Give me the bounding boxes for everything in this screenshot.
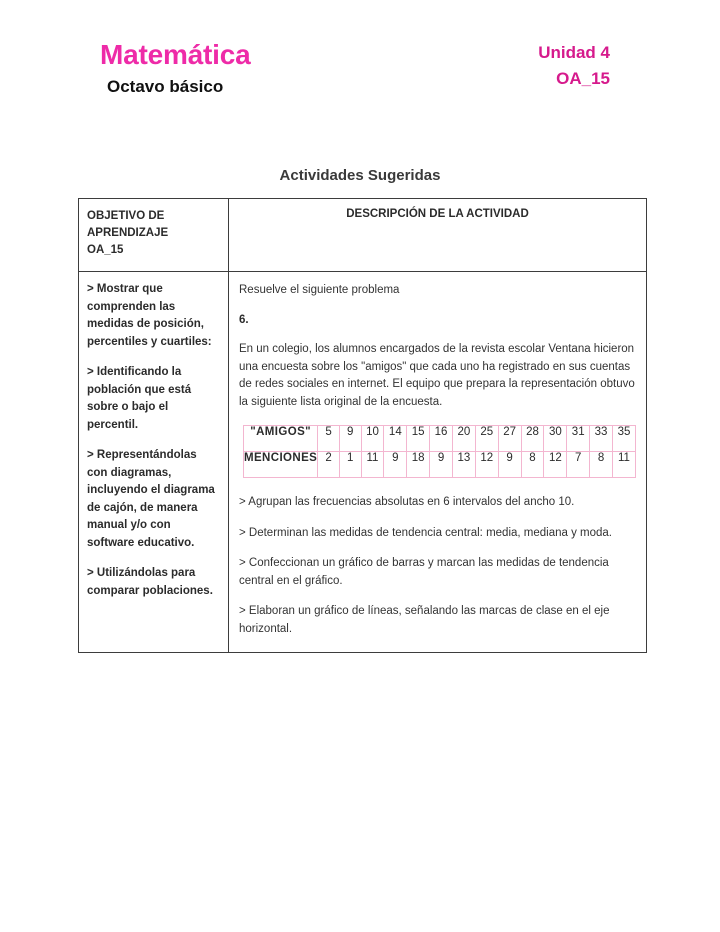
- amigos-value: 20: [452, 426, 475, 452]
- table-content-row: [79, 272, 647, 653]
- menciones-value: 18: [407, 452, 430, 478]
- amigos-value: 15: [407, 426, 430, 452]
- frequency-table: [243, 425, 636, 478]
- menciones-value: 13: [452, 452, 475, 478]
- menciones-value: 1: [339, 452, 361, 478]
- objective-cell: [79, 272, 229, 653]
- subject-level: Octavo básico: [107, 77, 224, 96]
- objective-header-line-1: OBJETIVO DE: [87, 210, 165, 222]
- amigos-value: 9: [339, 426, 361, 452]
- amigos-value: 27: [498, 426, 521, 452]
- menciones-value: 9: [384, 452, 407, 478]
- amigos-value: 30: [544, 426, 567, 452]
- objective-item: > Representándolas con diagramas, incluyendo el diagrama de cajón, de manera manual y/o con software educativo.: [87, 449, 215, 549]
- amigos-value: 25: [475, 426, 498, 452]
- menciones-value: 2: [318, 452, 340, 478]
- frequency-table-wrapper: [243, 425, 636, 478]
- amigos-value: 14: [384, 426, 407, 452]
- activity-bullet: > Confeccionan un gráfico de barras y marcan las medidas de tendencia central en el gráfico.: [239, 557, 609, 587]
- menciones-value: 11: [612, 452, 635, 478]
- activity-bullet: > Agrupan las frecuencias absolutas en 6 intervalos del ancho 10.: [239, 496, 575, 508]
- menciones-value: 11: [361, 452, 384, 478]
- amigos-value: 10: [361, 426, 384, 452]
- amigos-value: 16: [430, 426, 453, 452]
- activities-table: [78, 198, 647, 653]
- activity-bullet: > Determinan las medidas de tendencia central: media, mediana y moda.: [239, 526, 612, 539]
- objective-item: > Mostrar que comprenden las medidas de posición, percentiles y cuartiles:: [87, 283, 212, 348]
- menciones-value: 12: [544, 452, 567, 478]
- amigos-value: 31: [567, 426, 590, 452]
- oa-code-label: OA_15: [556, 69, 610, 88]
- objective-item: > Identificando la población que está sobre o bajo el percentil.: [87, 366, 192, 431]
- header-left-group: [100, 38, 251, 99]
- problem-number: 6.: [239, 313, 249, 326]
- amigos-value: 5: [318, 426, 340, 452]
- page-header: [0, 38, 720, 108]
- objective-item: > Utilizándolas para comparar poblaciones.: [87, 567, 213, 597]
- subject-title: Matemática: [100, 39, 251, 70]
- amigos-value: 28: [521, 426, 544, 452]
- objective-header-line-3: OA_15: [87, 244, 124, 256]
- column-header-description: DESCRIPCIÓN DE LA ACTIVIDAD: [229, 199, 647, 272]
- column-header-objective: [79, 199, 229, 272]
- amigos-value: 33: [590, 426, 613, 452]
- description-intro: Resuelve el siguiente problema: [239, 284, 400, 296]
- unit-label: Unidad 4: [538, 43, 610, 62]
- row-label-amigos: "AMIGOS": [244, 426, 318, 452]
- menciones-value: 9: [498, 452, 521, 478]
- section-title: Actividades Sugeridas: [279, 167, 441, 184]
- frequency-row-amigos: [244, 426, 636, 452]
- problem-statement: En un colegio, los alumnos encargados de la revista escolar Ventana hicieron una encuesta sobre los "amigos" que cada uno ha registrado en sus cuentas de redes sociales en internet. El equipo que prepara la representación obtuvo la siguiente lista original de la encuesta.: [239, 343, 635, 408]
- amigos-value: 35: [612, 426, 635, 452]
- menciones-value: 8: [590, 452, 613, 478]
- objective-header-line-2: APRENDIZAJE: [87, 227, 169, 239]
- header-right-group: [538, 40, 610, 92]
- menciones-value: 12: [475, 452, 498, 478]
- table-header-row: [79, 199, 647, 272]
- frequency-row-menciones: [244, 452, 636, 478]
- menciones-value: 9: [430, 452, 453, 478]
- activity-bullet: > Elaboran un gráfico de líneas, señalando las marcas de clase en el eje horizontal.: [239, 605, 610, 635]
- row-label-menciones: MENCIONES: [244, 452, 318, 478]
- menciones-value: 7: [567, 452, 590, 478]
- description-cell: [229, 272, 647, 653]
- menciones-value: 8: [521, 452, 544, 478]
